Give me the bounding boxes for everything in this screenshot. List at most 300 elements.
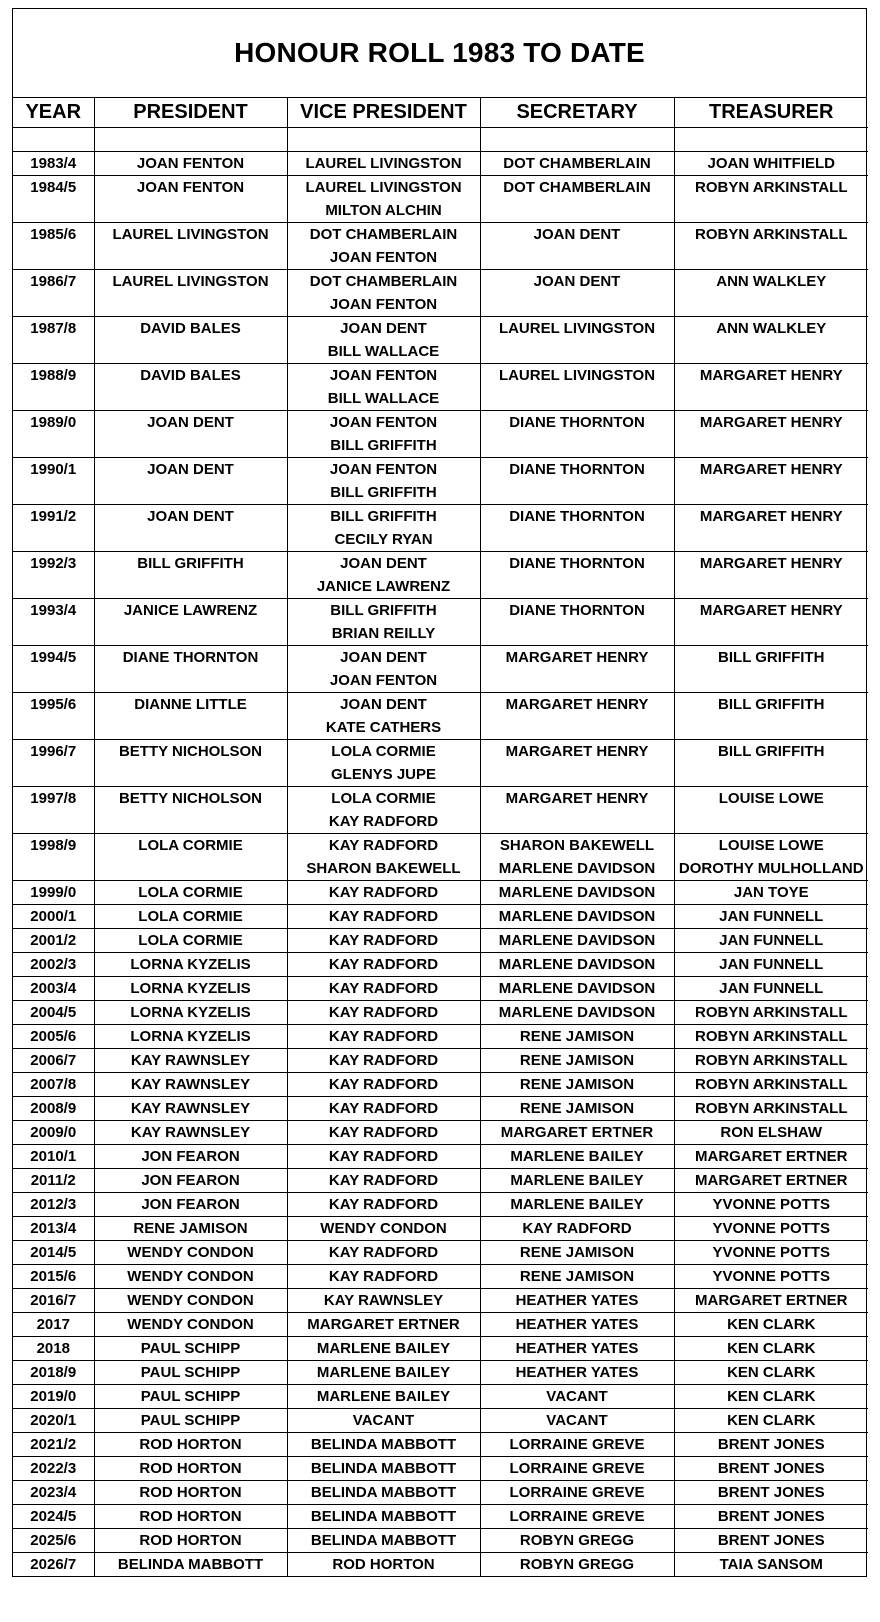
vice-president-cell <box>287 1481 480 1505</box>
empty-cell <box>94 128 287 152</box>
table-row <box>13 834 868 881</box>
person-name: BILL GRIFFITH <box>330 484 437 501</box>
president-cell <box>94 1361 287 1385</box>
president-cell <box>94 1553 287 1577</box>
president-cell <box>94 152 287 176</box>
secretary-cell <box>480 1289 674 1313</box>
treasurer-cell <box>674 1433 868 1457</box>
person-name: JOAN FENTON <box>329 461 438 478</box>
person-name: DIANE THORNTON <box>509 508 645 525</box>
table-row <box>13 176 868 223</box>
year-cell <box>13 364 94 411</box>
person-name: LOLA CORMIE <box>138 908 243 925</box>
person-name: KAY RADFORD <box>328 1076 439 1093</box>
person-name: BRENT JONES <box>717 1484 825 1501</box>
president-cell <box>94 834 287 881</box>
treasurer-cell <box>674 1097 868 1121</box>
year-cell <box>13 1025 94 1049</box>
president-cell <box>94 1481 287 1505</box>
vice-president-cell <box>287 1121 480 1145</box>
person-name: KEN CLARK <box>727 1364 816 1381</box>
year-cell <box>13 1313 94 1337</box>
treasurer-cell <box>674 1049 868 1073</box>
table-row <box>13 905 868 929</box>
person-name: ROBYN GREGG <box>519 1532 635 1549</box>
person-name: KAY RAWNSLEY <box>323 1292 444 1309</box>
secretary-cell <box>480 953 674 977</box>
secretary-cell <box>480 223 674 270</box>
secretary-cell <box>480 1001 674 1025</box>
person-name: MARGARET HENRY <box>699 602 843 619</box>
president-cell <box>94 740 287 787</box>
person-name: KAY RADFORD <box>328 1172 439 1189</box>
person-name: ROD HORTON <box>139 1532 242 1549</box>
person-name: BRIAN REILLY <box>331 625 436 642</box>
person-name: ROBYN ARKINSTALL <box>695 1052 848 1069</box>
person-name: BILL WALLACE <box>327 343 440 360</box>
president-cell <box>94 223 287 270</box>
president-cell <box>94 1409 287 1433</box>
person-name: WENDY CONDON <box>320 1220 447 1237</box>
person-name: BILL WALLACE <box>327 390 440 407</box>
person-name: WENDY CONDON <box>127 1316 254 1333</box>
empty-cell <box>13 128 94 152</box>
treasurer-cell <box>674 881 868 905</box>
table-row <box>13 1553 868 1577</box>
table-row <box>13 270 868 317</box>
secretary-cell <box>480 834 674 881</box>
year-label: 2003/4 <box>30 980 77 997</box>
person-name: LAUREL LIVINGSTON <box>112 226 269 243</box>
table-row <box>13 1121 868 1145</box>
table-row <box>13 953 868 977</box>
person-name: RENE JAMISON <box>519 1076 635 1093</box>
secretary-cell <box>480 646 674 693</box>
person-name: DIANNE LITTLE <box>134 696 247 713</box>
person-name: KAY RADFORD <box>328 813 439 830</box>
person-name: KAY RADFORD <box>328 908 439 925</box>
person-name: DOT CHAMBERLAIN <box>309 226 458 243</box>
treasurer-cell <box>674 834 868 881</box>
year-label: 2022/3 <box>30 1460 77 1477</box>
table-row <box>13 152 868 176</box>
year-cell <box>13 787 94 834</box>
person-name: JON FEARON <box>141 1196 240 1213</box>
person-name: LAUREL LIVINGSTON <box>112 273 269 290</box>
person-name: KAY RADFORD <box>328 1244 439 1261</box>
secretary-cell <box>480 599 674 646</box>
year-cell <box>13 1265 94 1289</box>
person-name: DIANE THORNTON <box>509 602 645 619</box>
treasurer-cell <box>674 1385 868 1409</box>
secretary-cell <box>480 740 674 787</box>
header-secretary: SECRETARY <box>480 98 674 128</box>
table-row <box>13 1409 868 1433</box>
year-label: 1995/6 <box>30 696 77 713</box>
year-label: 2019/0 <box>30 1388 77 1405</box>
person-name: KAY RAWNSLEY <box>130 1076 251 1093</box>
person-name: PAUL SCHIPP <box>140 1340 241 1357</box>
person-name: MARLENE DAVIDSON <box>498 860 656 877</box>
person-name: CECILY RYAN <box>334 531 433 548</box>
year-cell <box>13 223 94 270</box>
vice-president-cell <box>287 1145 480 1169</box>
treasurer-cell <box>674 787 868 834</box>
year-cell <box>13 977 94 1001</box>
vice-president-cell <box>287 1169 480 1193</box>
header-president: PRESIDENT <box>94 98 287 128</box>
person-name: KATE CATHERS <box>325 719 442 736</box>
year-cell <box>13 1505 94 1529</box>
secretary-cell <box>480 1169 674 1193</box>
person-name: ROD HORTON <box>139 1460 242 1477</box>
secretary-cell <box>480 552 674 599</box>
year-cell <box>13 1073 94 1097</box>
vice-president-cell <box>287 364 480 411</box>
person-name: HEATHER YATES <box>515 1364 639 1381</box>
person-name: LOLA CORMIE <box>331 743 436 760</box>
person-name: BRENT JONES <box>717 1532 825 1549</box>
treasurer-cell <box>674 693 868 740</box>
year-label: 2011/2 <box>30 1172 76 1189</box>
person-name: KAY RADFORD <box>328 956 439 973</box>
person-name: JOAN FENTON <box>136 155 245 172</box>
year-label: 2023/4 <box>30 1484 77 1501</box>
vice-president-cell <box>287 1409 480 1433</box>
person-name: WENDY CONDON <box>127 1244 254 1261</box>
vice-president-cell <box>287 1529 480 1553</box>
person-name: BELINDA MABBOTT <box>117 1556 264 1573</box>
header-treasurer: TREASURER <box>674 98 868 128</box>
secretary-cell <box>480 1049 674 1073</box>
person-name: BRENT JONES <box>717 1460 825 1477</box>
person-name: MARLENE DAVIDSON <box>498 956 656 973</box>
person-name: JOAN FENTON <box>329 367 438 384</box>
person-name: KAY RAWNSLEY <box>130 1052 251 1069</box>
year-label: 2017 <box>36 1316 70 1333</box>
year-label: 2018 <box>36 1340 70 1357</box>
treasurer-cell <box>674 1169 868 1193</box>
treasurer-cell <box>674 1001 868 1025</box>
empty-cell <box>287 128 480 152</box>
year-cell <box>13 505 94 552</box>
person-name: RENE JAMISON <box>519 1268 635 1285</box>
president-cell <box>94 1529 287 1553</box>
year-label: 2014/5 <box>30 1244 77 1261</box>
table-row <box>13 881 868 905</box>
person-name: LORNA KYZELIS <box>130 1004 251 1021</box>
year-cell <box>13 1001 94 1025</box>
president-cell <box>94 977 287 1001</box>
person-name: MARLENE BAILEY <box>510 1172 644 1189</box>
president-cell <box>94 1433 287 1457</box>
person-name: KAY RADFORD <box>328 1100 439 1117</box>
vice-president-cell <box>287 1385 480 1409</box>
secretary-cell <box>480 1553 674 1577</box>
year-cell <box>13 1529 94 1553</box>
president-cell <box>94 1337 287 1361</box>
person-name: MILTON ALCHIN <box>325 202 442 219</box>
person-name: YVONNE POTTS <box>712 1196 831 1213</box>
page-title: HONOUR ROLL 1983 TO DATE <box>13 9 866 98</box>
person-name: ROBYN ARKINSTALL <box>695 1076 848 1093</box>
secretary-cell <box>480 1097 674 1121</box>
vice-president-cell <box>287 1001 480 1025</box>
president-cell <box>94 317 287 364</box>
secretary-cell <box>480 1121 674 1145</box>
person-name: HEATHER YATES <box>515 1340 639 1357</box>
vice-president-cell <box>287 1313 480 1337</box>
person-name: ROBYN GREGG <box>519 1556 635 1573</box>
year-cell <box>13 599 94 646</box>
secretary-cell <box>480 1073 674 1097</box>
person-name: RENE JAMISON <box>519 1244 635 1261</box>
president-cell <box>94 1121 287 1145</box>
person-name: MARGARET HENRY <box>505 696 649 713</box>
year-label: 1992/3 <box>30 555 77 572</box>
secretary-cell <box>480 176 674 223</box>
person-name: ROD HORTON <box>139 1508 242 1525</box>
person-name: JOAN DENT <box>147 414 234 431</box>
empty-cell <box>674 128 868 152</box>
person-name: KAY RADFORD <box>328 1004 439 1021</box>
person-name: BILL GRIFFITH <box>718 649 825 666</box>
year-cell <box>13 834 94 881</box>
person-name: RON ELSHAW <box>720 1124 823 1141</box>
president-cell <box>94 552 287 599</box>
treasurer-cell <box>674 1121 868 1145</box>
president-cell <box>94 1049 287 1073</box>
person-name: MARLENE DAVIDSON <box>498 1004 656 1021</box>
year-label: 2005/6 <box>30 1028 77 1045</box>
year-cell <box>13 740 94 787</box>
year-cell <box>13 953 94 977</box>
table-row <box>13 977 868 1001</box>
president-cell <box>94 1241 287 1265</box>
president-cell <box>94 458 287 505</box>
person-name: PAUL SCHIPP <box>140 1364 241 1381</box>
person-name: RENE JAMISON <box>133 1220 248 1237</box>
vice-president-cell <box>287 1457 480 1481</box>
secretary-cell <box>480 411 674 458</box>
person-name: BILL GRIFFITH <box>718 743 825 760</box>
president-cell <box>94 1073 287 1097</box>
table-row <box>13 505 868 552</box>
person-name: KEN CLARK <box>727 1412 816 1429</box>
vice-president-cell <box>287 1073 480 1097</box>
vice-president-cell <box>287 881 480 905</box>
person-name: BELINDA MABBOTT <box>310 1436 457 1453</box>
vice-president-cell <box>287 905 480 929</box>
person-name: BELINDA MABBOTT <box>310 1484 457 1501</box>
vice-president-cell <box>287 1265 480 1289</box>
treasurer-cell <box>674 317 868 364</box>
year-cell <box>13 1121 94 1145</box>
secretary-cell <box>480 1433 674 1457</box>
person-name: JOAN FENTON <box>329 414 438 431</box>
treasurer-cell <box>674 1337 868 1361</box>
person-name: KAY RADFORD <box>328 837 439 854</box>
secretary-cell <box>480 1313 674 1337</box>
person-name: MARGARET ERTNER <box>695 1172 848 1189</box>
president-cell <box>94 411 287 458</box>
person-name: JOAN DENT <box>340 696 427 713</box>
year-cell <box>13 929 94 953</box>
vice-president-cell <box>287 1433 480 1457</box>
person-name: KAY RADFORD <box>328 980 439 997</box>
treasurer-cell <box>674 1193 868 1217</box>
person-name: TAIA SANSOM <box>719 1556 823 1573</box>
person-name: RENE JAMISON <box>519 1052 635 1069</box>
year-label: 2016/7 <box>30 1292 77 1309</box>
person-name: JAN FUNNELL <box>719 956 824 973</box>
table-row <box>13 1145 868 1169</box>
secretary-cell <box>480 458 674 505</box>
president-cell <box>94 505 287 552</box>
secretary-cell <box>480 1385 674 1409</box>
treasurer-cell <box>674 364 868 411</box>
person-name: ANN WALKLEY <box>716 273 827 290</box>
person-name: JANICE LAWRENZ <box>123 602 258 619</box>
year-label: 1997/8 <box>30 790 77 807</box>
person-name: RENE JAMISON <box>519 1100 635 1117</box>
vice-president-cell <box>287 929 480 953</box>
year-cell <box>13 1097 94 1121</box>
year-label: 1991/2 <box>30 508 77 525</box>
treasurer-cell <box>674 411 868 458</box>
person-name: KAY RADFORD <box>328 884 439 901</box>
person-name: KAY RADFORD <box>328 932 439 949</box>
person-name: LORRAINE GREVE <box>509 1460 645 1477</box>
vice-president-cell <box>287 1049 480 1073</box>
person-name: ROBYN ARKINSTALL <box>695 226 848 243</box>
year-cell <box>13 458 94 505</box>
year-cell <box>13 1457 94 1481</box>
president-cell <box>94 1025 287 1049</box>
treasurer-cell <box>674 1265 868 1289</box>
treasurer-cell <box>674 1025 868 1049</box>
treasurer-cell <box>674 458 868 505</box>
year-label: 2004/5 <box>30 1004 77 1021</box>
treasurer-cell <box>674 1481 868 1505</box>
person-name: KEN CLARK <box>727 1316 816 1333</box>
table-row <box>13 1169 868 1193</box>
person-name: MARGARET HENRY <box>505 743 649 760</box>
treasurer-cell <box>674 552 868 599</box>
person-name: MARGARET HENRY <box>505 790 649 807</box>
person-name: LORRAINE GREVE <box>509 1508 645 1525</box>
person-name: BILL GRIFFITH <box>330 508 437 525</box>
table-row <box>13 1049 868 1073</box>
person-name: LOLA CORMIE <box>138 884 243 901</box>
year-label: 2002/3 <box>30 956 77 973</box>
vice-president-cell <box>287 1025 480 1049</box>
table-row <box>13 1529 868 1553</box>
person-name: JON FEARON <box>141 1172 240 1189</box>
person-name: LORNA KYZELIS <box>130 956 251 973</box>
secretary-cell <box>480 1481 674 1505</box>
year-cell <box>13 270 94 317</box>
person-name: JOAN WHITFIELD <box>707 155 835 172</box>
treasurer-cell <box>674 953 868 977</box>
president-cell <box>94 905 287 929</box>
vice-president-cell <box>287 317 480 364</box>
person-name: MARLENE DAVIDSON <box>498 908 656 925</box>
table-row <box>13 317 868 364</box>
year-cell <box>13 1145 94 1169</box>
person-name: ROBYN ARKINSTALL <box>695 1100 848 1117</box>
president-cell <box>94 1097 287 1121</box>
year-label: 1987/8 <box>30 320 77 337</box>
vice-president-cell <box>287 1193 480 1217</box>
president-cell <box>94 1169 287 1193</box>
person-name: LOLA CORMIE <box>138 837 243 854</box>
treasurer-cell <box>674 740 868 787</box>
person-name: JOAN FENTON <box>136 179 245 196</box>
treasurer-cell <box>674 1529 868 1553</box>
person-name: MARGARET ERTNER <box>500 1124 654 1141</box>
secretary-cell <box>480 1409 674 1433</box>
person-name: MARLENE BAILEY <box>316 1388 451 1405</box>
person-name: JOAN DENT <box>340 555 427 572</box>
secretary-cell <box>480 270 674 317</box>
table-row <box>13 458 868 505</box>
year-label: 2000/1 <box>30 908 77 925</box>
person-name: MARGARET HENRY <box>699 508 843 525</box>
table-row <box>13 411 868 458</box>
table-row <box>13 1193 868 1217</box>
year-label: 2008/9 <box>30 1100 77 1117</box>
person-name: HEATHER YATES <box>515 1316 639 1333</box>
person-name: PAUL SCHIPP <box>140 1412 241 1429</box>
year-cell <box>13 1169 94 1193</box>
person-name: BETTY NICHOLSON <box>118 790 263 807</box>
year-cell <box>13 1361 94 1385</box>
vice-president-cell <box>287 152 480 176</box>
secretary-cell <box>480 929 674 953</box>
president-cell <box>94 176 287 223</box>
table-row <box>13 787 868 834</box>
secretary-cell <box>480 1241 674 1265</box>
person-name: YVONNE POTTS <box>712 1244 831 1261</box>
year-label: 1998/9 <box>30 837 77 854</box>
secretary-cell <box>480 977 674 1001</box>
table-row <box>13 1457 868 1481</box>
secretary-cell <box>480 787 674 834</box>
person-name: VACANT <box>546 1388 608 1405</box>
vice-president-cell <box>287 1097 480 1121</box>
person-name: BRENT JONES <box>717 1508 825 1525</box>
vice-president-cell <box>287 599 480 646</box>
vice-president-cell <box>287 270 480 317</box>
president-cell <box>94 881 287 905</box>
table-row <box>13 1385 868 1409</box>
treasurer-cell <box>674 1145 868 1169</box>
secretary-cell <box>480 364 674 411</box>
person-name: ANN WALKLEY <box>716 320 827 337</box>
year-cell <box>13 1385 94 1409</box>
president-cell <box>94 1457 287 1481</box>
person-name: DAVID BALES <box>140 320 241 337</box>
vice-president-cell <box>287 977 480 1001</box>
table-row <box>13 599 868 646</box>
person-name: BETTY NICHOLSON <box>118 743 263 760</box>
vice-president-cell <box>287 1505 480 1529</box>
year-cell <box>13 1553 94 1577</box>
year-label: 2007/8 <box>30 1076 77 1093</box>
secretary-cell <box>480 1217 674 1241</box>
table-row <box>13 1289 868 1313</box>
